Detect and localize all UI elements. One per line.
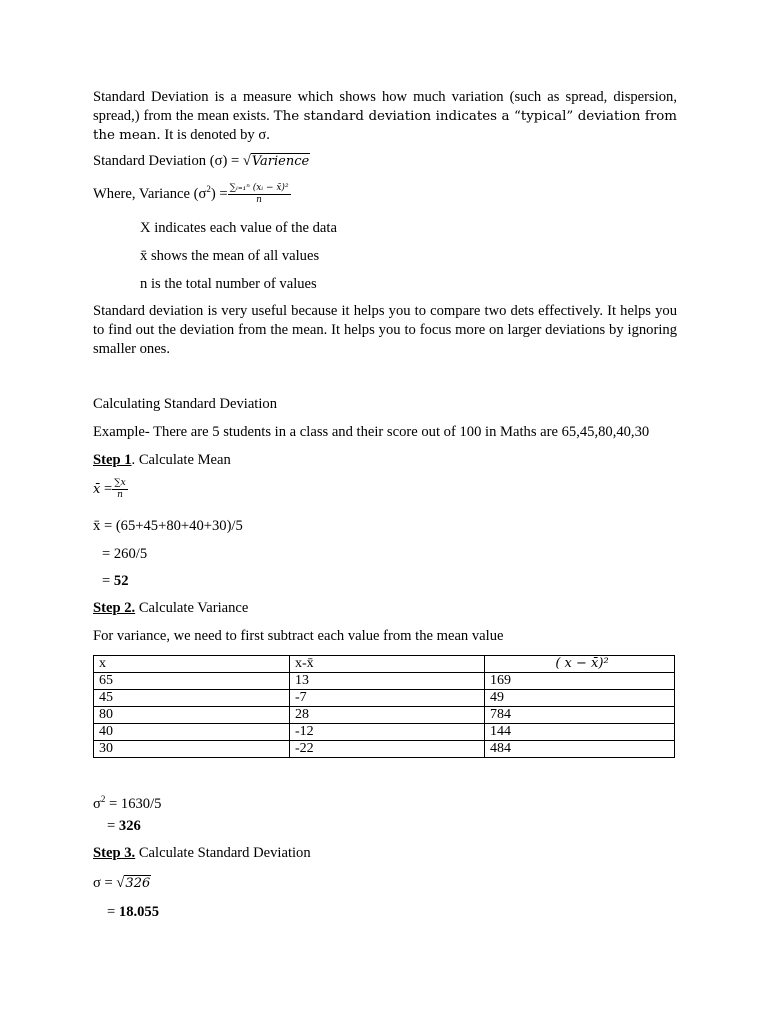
sd-radicand-value: 326 <box>125 876 151 891</box>
table-cell: 30 <box>94 741 290 758</box>
step2-heading <box>93 599 248 618</box>
table-header-squared: ( x − x̄)² <box>485 656 675 673</box>
variance-label-pre: Where, Variance (σ <box>93 185 207 202</box>
table-row <box>94 673 675 690</box>
mean-fraction <box>112 478 128 501</box>
section-title: Calculating Standard Deviation <box>93 396 277 412</box>
step2-title: Calculate Variance <box>135 600 249 616</box>
sd-sigma: σ = <box>93 875 117 891</box>
step3-title: Calculate Standard Deviation <box>135 845 311 861</box>
sd-formula-label: Standard Deviation (σ) = <box>93 153 243 169</box>
variance-label-post: ) = <box>210 185 228 202</box>
variance-calc: = 1630/5 <box>105 795 162 812</box>
table-cell: 169 <box>485 673 675 690</box>
variance-result-eq: = <box>107 818 119 834</box>
mean-result: 52 <box>113 573 129 589</box>
table-row <box>94 724 675 741</box>
step1-heading <box>93 451 231 470</box>
table-cell: 28 <box>290 707 485 724</box>
sd-formula <box>93 152 310 171</box>
table-header-x: x <box>94 656 290 673</box>
sqrt-symbol <box>116 874 151 893</box>
step2-label: Step 2. <box>93 600 136 616</box>
table-cell: 45 <box>94 690 290 707</box>
table-row <box>94 707 675 724</box>
intro-text-b: The standard deviation indicates a “typical” deviation from the mean. <box>93 109 677 143</box>
definition-mean: x̄ shows the mean of all values <box>140 248 320 264</box>
table-header-row <box>94 656 675 673</box>
sqrt-sign: √ <box>116 875 125 891</box>
intro-text-a: Standard Deviation is a measure which shows how much variation (such as spread, dispersion, spread,) from the mean exists. <box>93 89 677 124</box>
mean-calc-line2: = 260/5 <box>102 546 148 562</box>
variance-calc-line1 <box>93 790 161 814</box>
step3-label: Step 3. <box>93 845 136 861</box>
mean-calc-line1: x̄ = (65+45+80+40+30)/5 <box>93 518 243 534</box>
table-cell: 784 <box>485 707 675 724</box>
mean-formula <box>93 478 128 501</box>
sqrt-sign: √ <box>242 153 251 169</box>
definition-n: n is the total number of values <box>140 276 317 292</box>
table-row <box>94 690 675 707</box>
table-cell: -12 <box>290 724 485 741</box>
table-cell: 144 <box>485 724 675 741</box>
table-cell: 40 <box>94 724 290 741</box>
table-cell: -7 <box>290 690 485 707</box>
variance-denominator: n <box>256 195 262 206</box>
table-cell: 484 <box>485 741 675 758</box>
mean-numerator: ∑x <box>114 478 126 488</box>
table-cell: 13 <box>290 673 485 690</box>
variance-result: 326 <box>118 818 141 834</box>
mean-result-eq: = <box>102 573 114 589</box>
definition-x: X indicates each value of the data <box>140 220 337 236</box>
sqrt-symbol <box>243 152 310 171</box>
table-row <box>94 741 675 758</box>
mean-calc-line3 <box>102 572 128 591</box>
intro-paragraph <box>93 88 677 145</box>
mean-denominator: n <box>117 490 123 500</box>
sd-radicand: Varience <box>251 154 310 169</box>
sd-calc-line2 <box>107 903 159 922</box>
intro-text-c: It is denoted by σ. <box>160 127 270 143</box>
variance-fraction <box>228 183 291 206</box>
table-header-deviation: x-x̄ <box>290 656 485 673</box>
variance-table <box>93 655 675 758</box>
usefulness-paragraph: Standard deviation is very useful because it helps you to compare two dets effectively. It helps you to find out the deviation from the mean. It helps you to focus more on larger deviations by ignoring smaller ones. <box>93 303 677 357</box>
table-cell: -22 <box>290 741 485 758</box>
mean-eq: = <box>104 480 113 497</box>
step1-label: Step 1 <box>93 452 132 468</box>
table-cell: 49 <box>485 690 675 707</box>
table-cell: 65 <box>94 673 290 690</box>
step1-title: . Calculate Mean <box>131 452 231 468</box>
table-cell: 80 <box>94 707 290 724</box>
sd-result-eq: = <box>107 904 119 920</box>
step3-heading <box>93 844 311 863</box>
sd-result: 18.055 <box>118 904 160 920</box>
variance-calc-line2 <box>107 817 141 836</box>
variance-sigma: σ <box>93 795 101 812</box>
sd-calc-line1 <box>93 874 151 893</box>
variance-intro: For variance, we need to first subtract each value from the mean value <box>93 628 504 644</box>
variance-formula <box>93 180 291 206</box>
mean-lhs: x̄ <box>93 481 101 497</box>
variance-numerator: ∑ᵢ₌₁ⁿ (xᵢ − x̄)² <box>229 183 289 194</box>
variance-sigma-sup: 2 <box>100 794 106 804</box>
example-text: Example- There are 5 students in a class and their score out of 100 in Maths are 65,45,80,40,30 <box>93 424 650 440</box>
variance-label-sup: 2 <box>206 184 211 194</box>
